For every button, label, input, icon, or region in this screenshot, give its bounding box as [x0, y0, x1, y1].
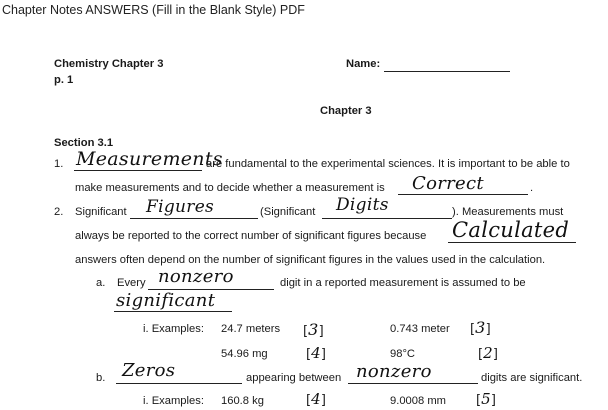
answer-count: 2 [483, 344, 493, 362]
blank-line [322, 218, 452, 219]
sub-item-b-text-b: digits are significant. [481, 372, 583, 384]
answer-nonzero: nonzero [158, 266, 234, 287]
section-heading: Section 3.1 [54, 137, 114, 149]
sub-item-b: b. [96, 372, 106, 384]
answer-count: 5 [481, 390, 491, 408]
answer-count: 4 [311, 390, 321, 408]
answer-bracket: [4] [306, 390, 326, 408]
answer-bracket: [3] [303, 320, 324, 339]
sub-item-a: a. [96, 277, 106, 289]
blank-line [114, 311, 232, 312]
example-value: 54.96 mg [221, 348, 268, 360]
blank-line [74, 170, 202, 171]
answer-count: 3 [308, 320, 319, 339]
item-number-2: 2. [54, 206, 64, 218]
sub-item-b-text: appearing between [246, 372, 342, 384]
blank-line [116, 383, 242, 384]
item-2-text-c: ). Measurements must [452, 206, 564, 218]
answer-significant: significant [116, 290, 216, 311]
answer-bracket: [5] [476, 390, 496, 408]
sub-item-a-text: Every [117, 277, 146, 289]
blank-line [348, 383, 478, 384]
examples-label: i. Examples: [143, 323, 204, 335]
example-value: 9.0008 mm [390, 395, 446, 407]
answer-calculated: Calculated [452, 218, 570, 242]
item-2-text-b: (Significant [260, 206, 316, 218]
examples-label: i. Examples: [143, 395, 204, 407]
answer-measurements: Measurements [76, 148, 223, 170]
answer-bracket: [3] [470, 318, 491, 337]
name-label: Name: [346, 58, 381, 70]
page-number: p. 1 [54, 74, 74, 86]
item-number-1: 1. [54, 158, 64, 170]
answer-correct: Correct [412, 173, 484, 194]
item-2-text: Significant [75, 206, 127, 218]
name-line [384, 71, 510, 72]
blank-line [448, 242, 576, 243]
example-value: 0.743 meter [390, 323, 450, 335]
answer-count: 3 [475, 318, 486, 337]
answer-count: 4 [311, 344, 321, 362]
period: . [530, 182, 534, 194]
item-1-text: are fundamental to the experimental sciences. It is important to be able to [206, 158, 570, 170]
answer-figures: Figures [146, 197, 215, 217]
answer-digits: Digits [336, 195, 389, 215]
chapter-heading: Chapter 3 [320, 105, 372, 117]
sub-item-a-text-b: digit in a reported measurement is assumed to be [280, 277, 526, 289]
answer-bracket: [2] [478, 344, 498, 362]
answer-nonzero-2: nonzero [356, 361, 432, 382]
answer-bracket: [4] [306, 344, 326, 362]
item-2-text-e: answers often depend on the number of significant figures in the values used in the calculation. [75, 254, 546, 266]
blank-line [130, 218, 258, 219]
item-1-text-cont: make measurements and to decide whether a measurement is [75, 182, 385, 194]
example-value: 98°C [390, 348, 415, 360]
item-2-text-d: always be reported to the correct number of significant figures because [75, 230, 427, 242]
example-value: 24.7 meters [221, 323, 281, 335]
blank-line [398, 194, 528, 195]
example-value: 160.8 kg [221, 395, 264, 407]
answer-zeros: Zeros [122, 360, 176, 381]
course-title: Chemistry Chapter 3 [54, 58, 164, 70]
page-title: Chapter Notes ANSWERS (Fill in the Blank Style) PDF [2, 3, 305, 17]
